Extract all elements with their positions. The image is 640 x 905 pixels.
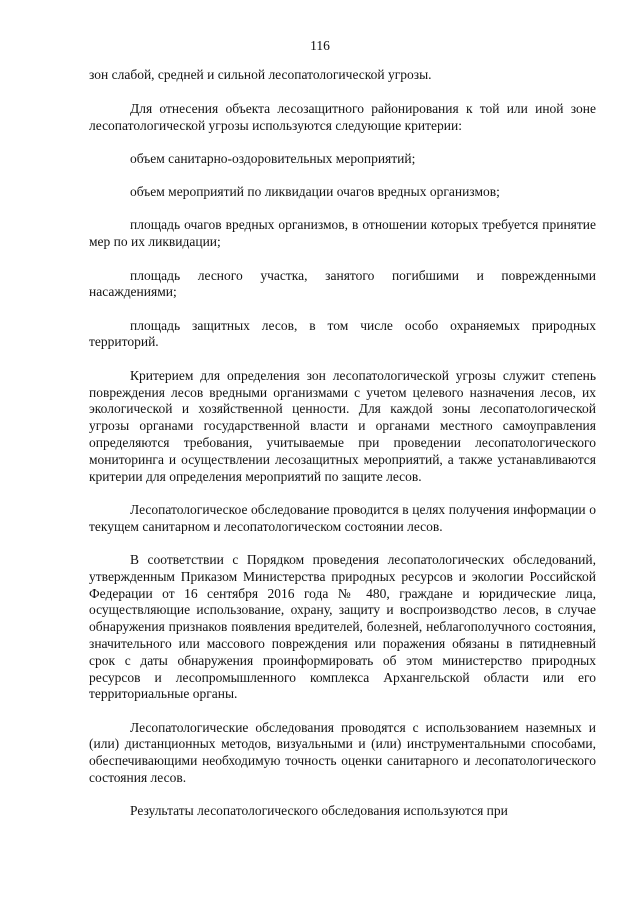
paragraph: Лесопатологические обследования проводятся с использованием наземных и (или) дистанционных методов, визуальными и (или) инструментальными способами, обеспечивающими необходимую точность оценки санитарного и лесопатологического состояния лесов. [89, 719, 596, 785]
criteria-list-item: объем санитарно-оздоровительных мероприятий; [130, 150, 416, 166]
paragraph-continuation: зон слабой, средней и сильной лесопатологической угрозы. [89, 67, 432, 82]
criteria-list-item: объем мероприятий по ликвидации очагов вредных организмов; [130, 184, 500, 200]
paragraph: Лесопатологическое обследование проводится в целях получения информации о текущем санитарном и лесопатологическом состоянии лесов. [89, 501, 596, 534]
paragraph: Для отнесения объекта лесозащитного районирования к той или иной зоне лесопатологической угрозы используются следующие критерии: [89, 100, 596, 133]
criteria-list-item: площадь очагов вредных организмов, в отношении которых требуется принятие мер по их ликвидации; [89, 217, 596, 250]
paragraph: Результаты лесопатологического обследования используются при [130, 803, 508, 819]
criteria-list-item: площадь лесного участка, занятого погибшими и поврежденными насаждениями; [89, 267, 596, 300]
paragraph: Критерием для определения зон лесопатологической угрозы служит степень повреждения лесов вредными организмами с учетом целевого назначения лесов, их экологической и хозяйственной ценности. Для каждой зоны лесопатологической угрозы органами государственной власти и органами местного самоуправления определяются требования, учитываемые при проведении лесопатологического мониторинга и осуществлении лесозащитных мероприятий, а также устанавливаются критерии для определения мероприятий по защите лесов. [89, 367, 596, 484]
page-number: 116 [310, 38, 330, 53]
paragraph: В соответствии с Порядком проведения лесопатологических обследований, утвержденным Приказом Министерства природных ресурсов и экологии Российской Федерации от 16 сентября 2016 года № 480, граждане и юридические лица, осуществляющие использование, охрану, защиту и воспроизводство лесов, в случае обнаружения признаков появления вредителей, болезней, неблагополучного состояния, значительного или массового повреждения или поражения обязаны в пятидневный срок с даты обнаружения проинформировать об этом министерство природных ресурсов и лесопромышленного комплекса Архангельской области или его территориальные органы. [89, 551, 596, 702]
criteria-list-item: площадь защитных лесов, в том числе особо охраняемых природных территорий. [89, 317, 596, 350]
document-body [89, 67, 596, 820]
